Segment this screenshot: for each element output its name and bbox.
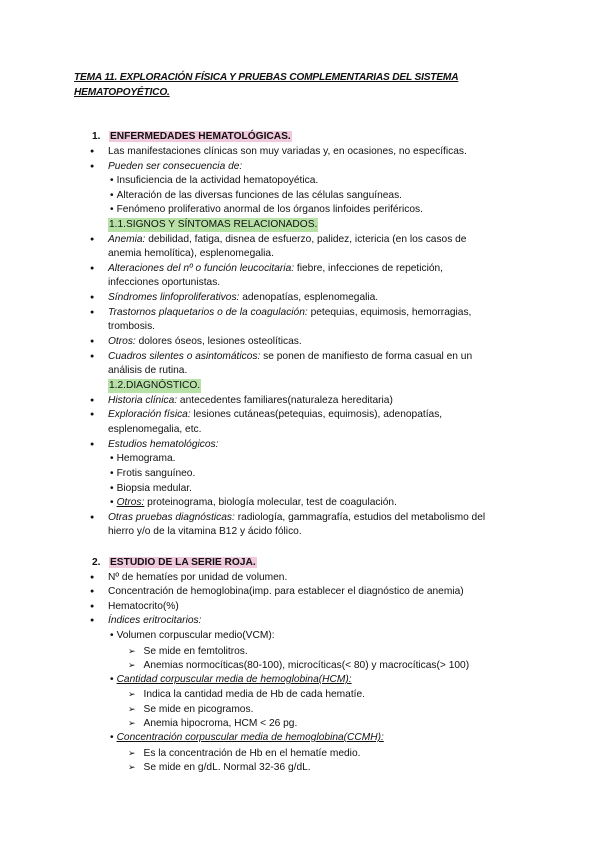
list-item: ● Otras pruebas diagnósticas: radiología, gammagrafía, estudios del metabolismo del [92, 511, 469, 525]
list-item: ● Nº de hematíes por unidad de volumen. [92, 571, 271, 585]
list-item: ● Las manifestaciones clínicas son muy variadas y, en ocasiones, no específicas. [92, 145, 451, 159]
sub-list-item: • Otros: proteinograma, biología molecular, test de coagulación. [110, 496, 397, 510]
subsection-1-1-heading: 1.1.SIGNOS Y SÍNTOMAS RELACIONADOS. [109, 219, 318, 230]
sub-list-item: • Biopsia medular. [110, 482, 192, 496]
section-1-title: ENFERMEDADES HEMATOLÓGICAS. [110, 131, 291, 142]
arrow-item: ➢ Se mide en femtolitros. [128, 646, 248, 657]
list-item-continuation: análisis de rutina. [108, 365, 188, 376]
list-item-continuation: infecciones oportunistas. [108, 277, 221, 288]
arrow-item: ➢ Indica la cantidad media de Hb de cada hematíe. [128, 689, 365, 700]
list-item-continuation: anemia hemolítica), esplenomegalia. [108, 248, 274, 259]
section-1-number: 1. [92, 131, 101, 142]
arrow-bullet-icon: ➢ [128, 660, 136, 670]
arrow-bullet-icon: ➢ [128, 689, 136, 699]
list-item: ● Índices eritrocitarios: [92, 614, 185, 628]
list-item: ● Otros: dolores óseos, lesiones osteolíticas. [92, 335, 286, 349]
list-item-continuation: esplenomegalia, etc. [108, 424, 202, 435]
sub-list-item: • Cantidad corpuscular media de hemoglobina(HCM): [110, 673, 352, 687]
document-title: TEMA 11. EXPLORACIÓN FÍSICA Y PRUEBAS COMPLEMENTARIAS DEL SISTEMA HEMATOPOYÉTICO. [74, 72, 459, 98]
section-2-title: ESTUDIO DE LA SERIE ROJA. [110, 557, 256, 568]
arrow-bullet-icon: ➢ [128, 762, 136, 772]
sub-list-item: • Alteración de las diversas funciones de las células sanguíneas. [110, 189, 402, 203]
arrow-item: ➢ Es la concentración de Hb en el hematíe medio. [128, 748, 361, 759]
arrow-bullet-icon: ➢ [128, 718, 136, 728]
sub-list-item: • Hemograma. [110, 452, 175, 466]
section-1-heading [92, 130, 292, 143]
list-item: ● Exploración física: lesiones cutáneas(petequias, equimosis), adenopatías, [92, 408, 426, 422]
list-item: ● Trastornos plaquetarios o de la coagulación: petequias, equimosis, hemorragias, [92, 306, 455, 320]
list-item: ● Historia clínica: antecedentes familiares(naturaleza hereditaria) [92, 394, 377, 408]
list-item: ● Cuadros silentes o asintomáticos: se ponen de manifiesto de forma casual en un [92, 350, 456, 364]
list-item: ● Anemia: debilidad, fatiga, disnea de esfuerzo, palidez, ictericia (en los casos de [92, 233, 450, 247]
list-item-continuation: trombosis. [108, 321, 155, 332]
arrow-item: ➢ Anemia hipocroma, HCM < 26 pg. [128, 718, 298, 729]
subsection-1-2-heading: 1.2.DIAGNÓSTICO. [109, 380, 201, 391]
list-item: ● Estudios hematológicos: [92, 438, 202, 452]
sub-list-item: • Volumen corpuscular medio(VCM): [110, 629, 275, 643]
section-2-heading [92, 556, 257, 569]
section-2-number: 2. [92, 557, 101, 568]
arrow-bullet-icon: ➢ [128, 748, 136, 758]
sub-list-item: • Fenómeno proliferativo anormal de los órganos linfoides periféricos. [110, 203, 423, 217]
arrow-item: ➢ Se mide en picogramos. [128, 704, 254, 715]
arrow-bullet-icon: ➢ [128, 704, 136, 714]
arrow-bullet-icon: ➢ [128, 646, 136, 656]
list-item-continuation: hierro y/o de la vitamina B12 y ácido fólico. [108, 526, 302, 537]
arrow-item: ➢ Anemias normocíticas(80-100), microcíticas(< 80) y macrocíticas(> 100) [128, 660, 470, 671]
sub-list-item: • Concentración corpuscular media de hemoglobina(CCMH): [110, 731, 384, 745]
list-item: ● Pueden ser consecuencia de: [92, 160, 226, 174]
list-item: ● Alteraciones del nº o función leucocitaria: fiebre, infecciones de repetición, [92, 262, 427, 276]
list-item: ● Síndromes linfoproliferativos: adenopatías, esplenomegalia. [92, 291, 362, 305]
list-item: ● Concentración de hemoglobina(imp. para establecer el diagnóstico de anemia) [92, 585, 448, 599]
list-item: ● Hematocrito(%) [92, 600, 163, 614]
sub-list-item: • Insuficiencia de la actividad hematopoyética. [110, 174, 318, 188]
sub-list-item: • Frotis sanguíneo. [110, 467, 195, 481]
arrow-item: ➢ Se mide en g/dL. Normal 32-36 g/dL. [128, 762, 311, 773]
